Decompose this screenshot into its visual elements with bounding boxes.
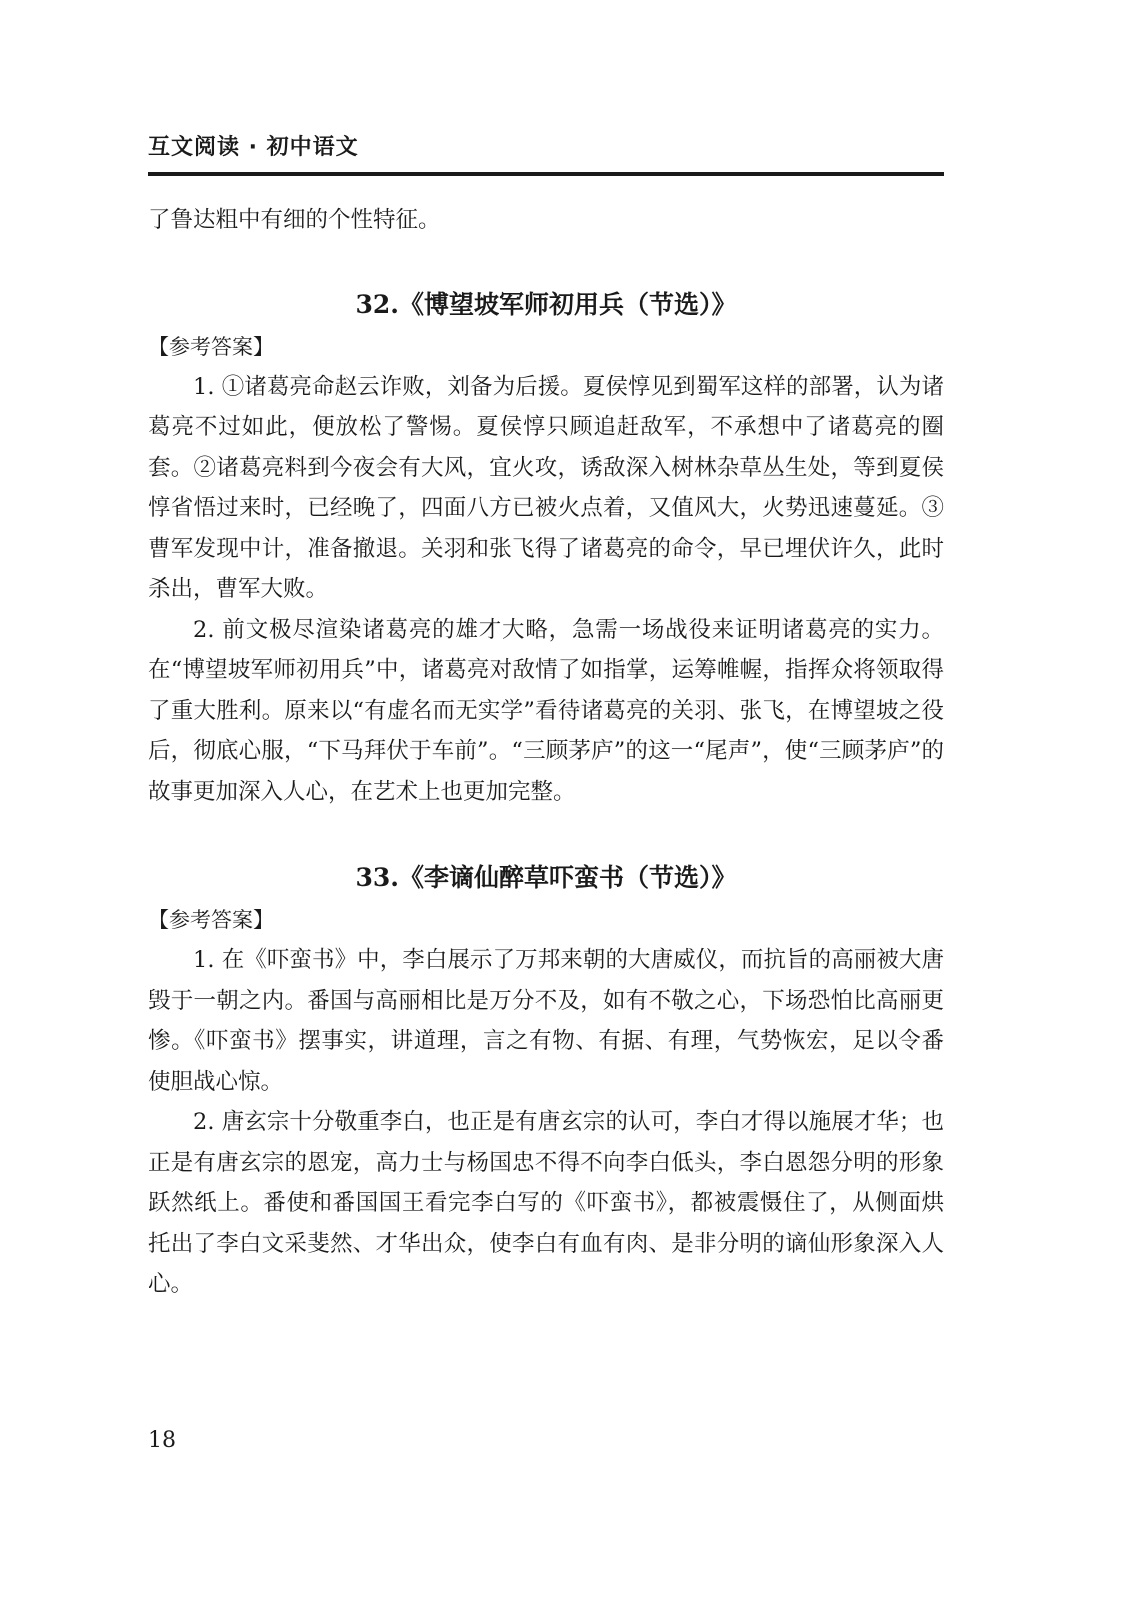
answer-paragraph: 1. ①诸葛亮命赵云诈败，刘备为后援。夏侯惇见到蜀军这样的部署，认为诸葛亮不过如此，便放松了警惕。夏侯惇只顾追赶敌军，不承想中了诸葛亮的圈套。②诸葛亮料到今夜会有大风，宜火攻，诱敌深入树林杂草丛生处，等到夏侯惇省悟过来时，已经晚了，四面八方已被火点着，又值风大，火势迅速蔓延。③曹军发现中计，准备撤退。关羽和张飞得了诸葛亮的命令，早已埋伏许久，此时杀出，曹军大败。 — [148, 373, 944, 602]
answer-paragraph: 1. 在《吓蛮书》中，李白展示了万邦来朝的大唐威仪，而抗旨的高丽被大唐毁于一朝之内。番国与高丽相比是万分不及，如有不敬之心，下场恐怕比高丽更惨。《吓蛮书》摆事实，讲道理，言之有物、有据、有理，气势恢宏，足以令番使胆战心惊。 — [148, 947, 944, 1095]
running-header: 互文阅读 · 初中语文 — [148, 135, 359, 160]
answer-paragraph: 2. 前文极尽渲染诸葛亮的雄才大略，急需一场战役来证明诸葛亮的实力。在“博望坡军师初用兵”中，诸葛亮对敌情了如指掌，运筹帷幄，指挥众将领取得了重大胜利。原来以“有虚名而无实学”看待诸葛亮的关羽、张飞，在博望坡之役后，彻底心服，“下马拜伏于车前”。“三顾茅庐”的这一“尾声”，使“三顾茅庐”的故事更加深入人心，在艺术上也更加完整。 — [148, 616, 944, 805]
page-content — [148, 200, 944, 1305]
section-32 — [148, 285, 944, 813]
section-title: 32.《博望坡军师初用兵（节选）》 — [355, 289, 737, 319]
header-rule — [148, 172, 944, 176]
intro-line: 了鲁达粗中有细的个性特征。 — [148, 207, 441, 233]
answer-label: 【参考答案】 — [148, 334, 274, 359]
page-number: 18 — [148, 1428, 176, 1453]
answer-label: 【参考答案】 — [148, 908, 274, 932]
section-33 — [148, 858, 944, 1305]
section-title: 33.《李谪仙醉草吓蛮书（节选）》 — [355, 863, 737, 892]
answer-paragraph: 2. 唐玄宗十分敬重李白，也正是有唐玄宗的认可，李白才得以施展才华；也正是有唐玄宗的恩宠，高力士与杨国忠不得不向李白低头，李白恩怨分明的形象跃然纸上。番使和番国国王看完李白写的《吓蛮书》，都被震慑住了，从侧面烘托出了李白文采斐然、才华出众，使李白有血有肉、是非分明的谪仙形象深入人心。 — [148, 1109, 944, 1297]
